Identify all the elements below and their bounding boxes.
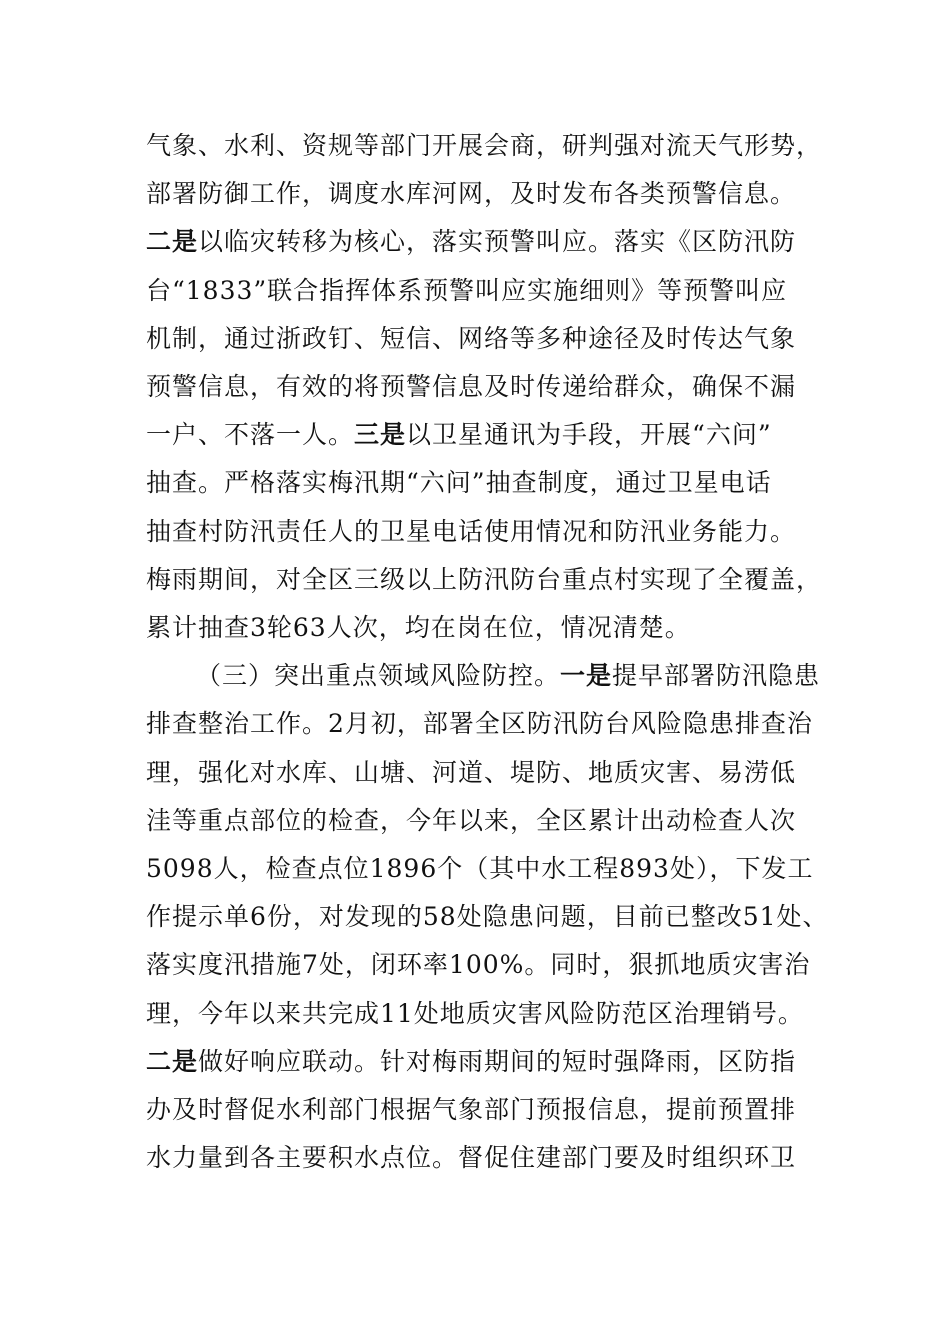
text-line — [146, 1143, 796, 1173]
text-segment: 洼等重点部位的检查，今年以来，全区累计出动检查人次 — [146, 806, 797, 835]
bold-lead-phrase: 二是 — [146, 227, 199, 256]
text-line — [196, 661, 820, 691]
text-segment: 做好响应联动。针对梅雨期间的短时强降雨，区防指 — [198, 1047, 797, 1076]
text-segment: 机制，通过浙政钉、短信、网络等多种途径及时传达气象 — [146, 324, 797, 353]
text-line — [146, 1047, 796, 1077]
text-segment: （三）突出重点领域风险防控。 — [196, 661, 561, 690]
bold-lead-phrase: 一是 — [560, 661, 613, 690]
text-segment: 提早部署防汛隐患 — [612, 661, 821, 690]
text-line — [146, 1095, 796, 1125]
text-segment: 作提示单6份，对发现的58处隐患问题，目前已整改51处、 — [146, 902, 829, 931]
bold-lead-phrase: 三是 — [354, 420, 407, 449]
text-segment: 水力量到各主要积水点位。督促住建部门要及时组织环卫 — [146, 1143, 797, 1172]
text-line — [146, 854, 813, 884]
text-segment: 理，今年以来共完成11处地质灾害风险防范区治理销号。 — [146, 999, 804, 1028]
text-segment: 以临灾转移为核心，落实预警叫应。落实《区防汛防 — [198, 227, 797, 256]
text-line — [146, 420, 772, 450]
text-segment: 抽查村防汛责任人的卫星电话使用情况和防汛业务能力。 — [146, 517, 797, 546]
text-line — [146, 324, 796, 354]
text-line — [146, 227, 796, 257]
text-line — [146, 950, 810, 980]
text-line — [146, 565, 822, 595]
text-segment: 一户、不落一人。 — [146, 420, 355, 449]
text-line — [146, 806, 796, 836]
text-line — [146, 902, 829, 932]
text-segment: 理，强化对水库、山塘、河道、堤防、地质灾害、易涝低 — [146, 758, 797, 787]
text-line — [146, 517, 796, 547]
text-segment: 台“1833”联合指挥体系预警叫应实施细则》等预警叫应 — [146, 276, 788, 305]
text-segment: 部署防御工作，调度水库河网，及时发布各类预警信息。 — [146, 179, 797, 208]
text-segment: 办及时督促水利部门根据气象部门预报信息，提前预置排 — [146, 1095, 797, 1124]
text-segment: 梅雨期间，对全区三级以上防汛防台重点村实现了全覆盖， — [146, 565, 823, 594]
text-line — [146, 709, 813, 739]
text-line — [146, 468, 772, 498]
text-segment: 气象、水利、资规等部门开展会商，研判强对流天气形势， — [146, 131, 823, 160]
text-segment: 排查整治工作。2月初，部署全区防汛防台风险隐患排查治 — [146, 709, 813, 738]
text-line — [146, 131, 822, 161]
text-segment: 以卫星通讯为手段，开展“六问” — [406, 420, 772, 449]
text-segment: 落实度汛措施7处，闭环率100%。同时，狠抓地质灾害治 — [146, 950, 811, 979]
bold-lead-phrase: 二是 — [146, 1047, 199, 1076]
text-segment: 5098人，检查点位1896个（其中水工程893处），下发工 — [146, 854, 814, 883]
text-line — [146, 276, 787, 306]
text-line — [146, 999, 804, 1029]
text-line — [146, 758, 796, 788]
text-segment: 抽查。严格落实梅汛期“六问”抽查制度，通过卫星电话 — [146, 468, 772, 497]
text-segment: 预警信息，有效的将预警信息及时传递给群众，确保不漏 — [146, 372, 797, 401]
text-segment: 累计抽查3轮63人次，均在岗在位，情况清楚。 — [146, 613, 691, 642]
text-line — [146, 372, 796, 402]
text-line — [146, 179, 796, 209]
text-line — [146, 613, 691, 643]
